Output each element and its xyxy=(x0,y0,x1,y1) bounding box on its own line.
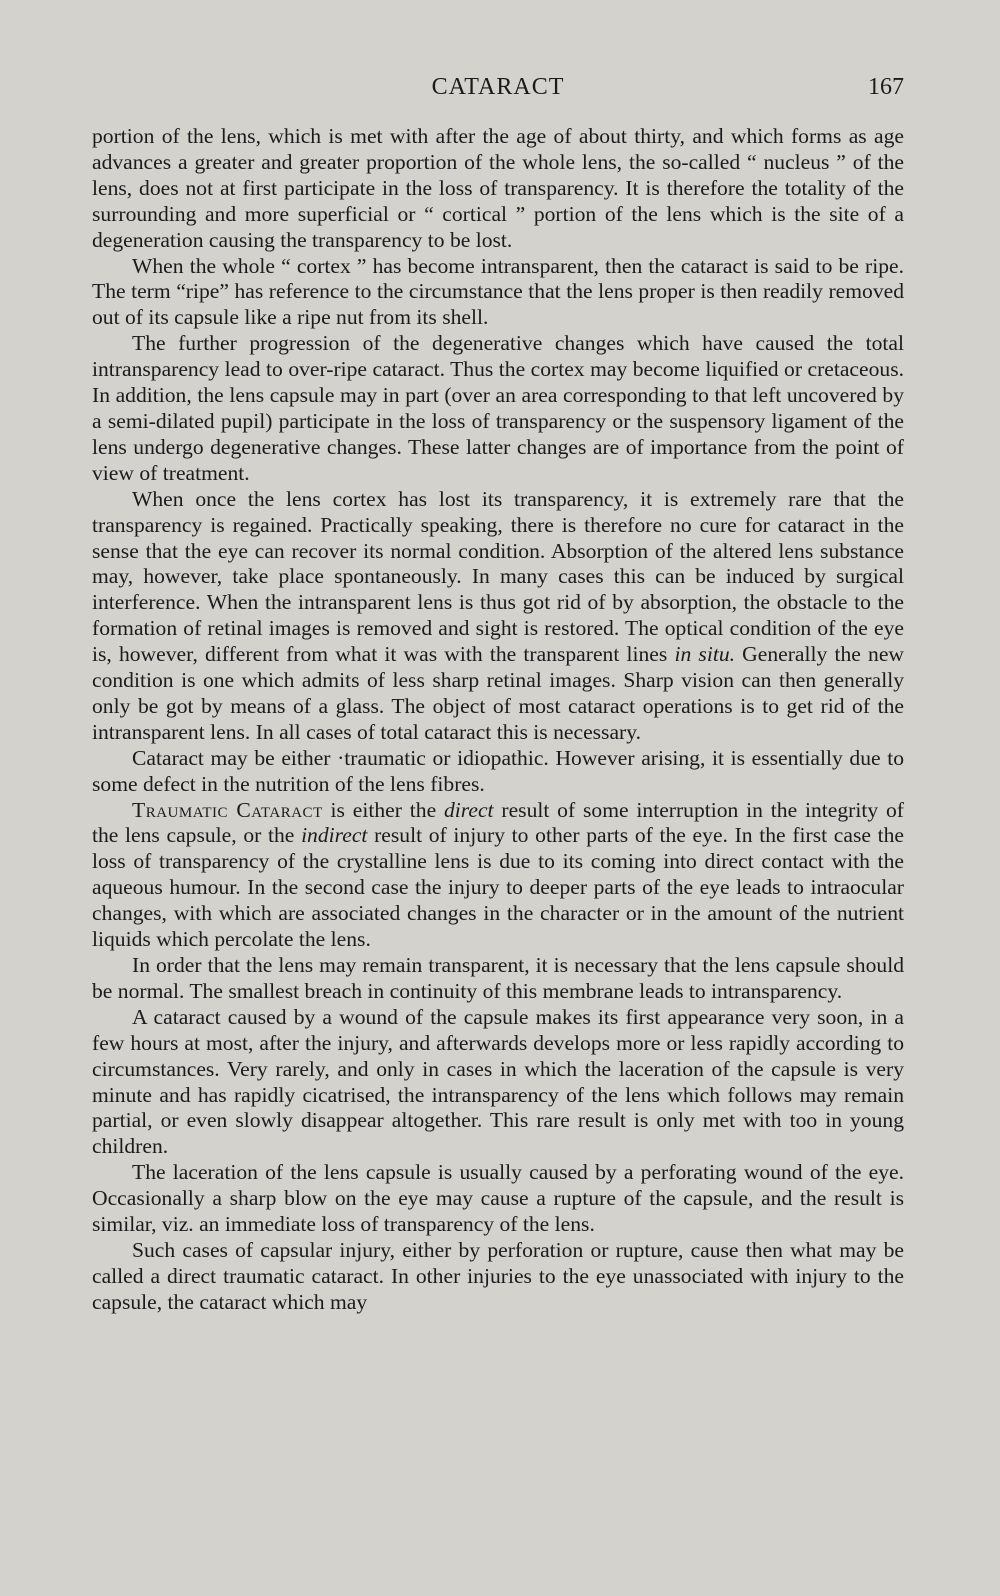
paragraph-6-text-c: result of injury to other parts of the eye. In the first case the loss of transparency of the crystalline lens is due to its coming into direct contact with the aqueous humour. In the second case the injury to deeper parts of the eye leads to intraocular changes, with which are associated changes in the character or in the amount of the nutrient liquids which percolate the lens. xyxy=(92,823,904,952)
paragraph-5: Cataract may be either ·traumatic or idiopathic. However arising, it is essentially due to some defect in the nutrition of the lens fibres. xyxy=(92,745,904,796)
paragraph-6 xyxy=(92,798,904,953)
paragraph-1: portion of the lens, which is met with after the age of about thirty, and which forms as age advances a greater and greater proportion of the whole lens, the so-called “ nucleus ” of the lens, does not at first participate in the loss of transparency. It is therefore the totality of the surrounding and more superficial or “ cortical ” portion of the lens which is the site of a degeneration causing the transparency to be lost. xyxy=(92,124,904,252)
page-number: 167 xyxy=(868,74,904,100)
section-heading-traumatic-cataract: Traumatic Cataract xyxy=(132,797,323,822)
body-text xyxy=(92,124,904,1316)
paragraph-3: The further progression of the degenerative changes which have caused the total intransparency lead to over-ripe cataract. Thus the cortex may become liquified or cretaceous. In addition, the lens capsule may in part (over an area corresponding to that left uncovered by a semi-dilated pupil) participate in the loss of transparency or the suspensory ligament of the lens undergo degenerative changes. These latter changes are of importance from the point of view of treatment. xyxy=(92,331,904,485)
paragraph-9: The laceration of the lens capsule is usually caused by a perforating wound of the eye. Occasionally a sharp blow on the eye may cause a rupture of the capsule, and the result is similar, viz. an immediate loss of transparency of the lens. xyxy=(92,1160,904,1237)
paragraph-2: When the whole “ cortex ” has become intransparent, then the cataract is said to be ripe. The term “ripe” has reference to the circumstance that the lens proper is then readily removed out of its capsule like a ripe nut from its shell. xyxy=(92,253,904,330)
paragraph-4 xyxy=(92,487,904,746)
paragraph-6-text-b: result of some interruption in the integrity of the lens capsule, or the xyxy=(92,797,904,848)
paragraph-8: A cataract caused by a wound of the capsule makes its first appearance very soon, in a few hours at most, after the injury, and afterwards develops more or less rapidly according to circumstances. Very rarely, and only in cases in which the laceration of the capsule is very minute and has rapidly cicatrised, the intransparency of the lens which follows may remain partial, or even slowly disappear altogether. This rare result is only met with too in young children. xyxy=(92,1004,904,1159)
italic-indirect: indirect xyxy=(301,823,368,848)
paragraph-4-text-a: When once the lens cortex has lost its transparency, it is extremely rare that the transparency is regained. Practically speaking, there is therefore no cure for cataract in the sense that the eye can recover its normal condition. Absorption of the altered lens substance may, however, take place spontaneously. In many cases this can be induced by surgical interference. When the intransparent lens is thus got rid of by absorption, the obstacle to the formation of retinal images is removed and sight is restored. The optical condition of the eye is, however, different from what it was with the transparent lines xyxy=(92,486,904,667)
page-title: CATARACT xyxy=(431,74,565,100)
italic-in-situ: in situ. xyxy=(674,642,736,667)
paragraph-7: In order that the lens may remain transparent, it is necessary that the lens capsule should be normal. The smallest breach in continuity of this membrane leads to intransparency. xyxy=(92,953,904,1003)
paragraph-6-text-a: is either the xyxy=(322,797,444,822)
paragraph-4-text-b: Generally the new condition is one which admits of less sharp retinal images. Sharp vision can then generally only be got by means of a glass. The object of most cataract operations is to get rid of the intransparent lens. In all cases of total cataract this is necessary. xyxy=(92,642,904,744)
italic-direct: direct xyxy=(443,797,494,822)
running-head xyxy=(92,74,904,108)
paragraph-10: Such cases of capsular injury, either by perforation or rupture, cause then what may be called a direct traumatic cataract. In other injuries to the eye unassociated with injury to the capsule, the cataract which may xyxy=(92,1237,904,1314)
